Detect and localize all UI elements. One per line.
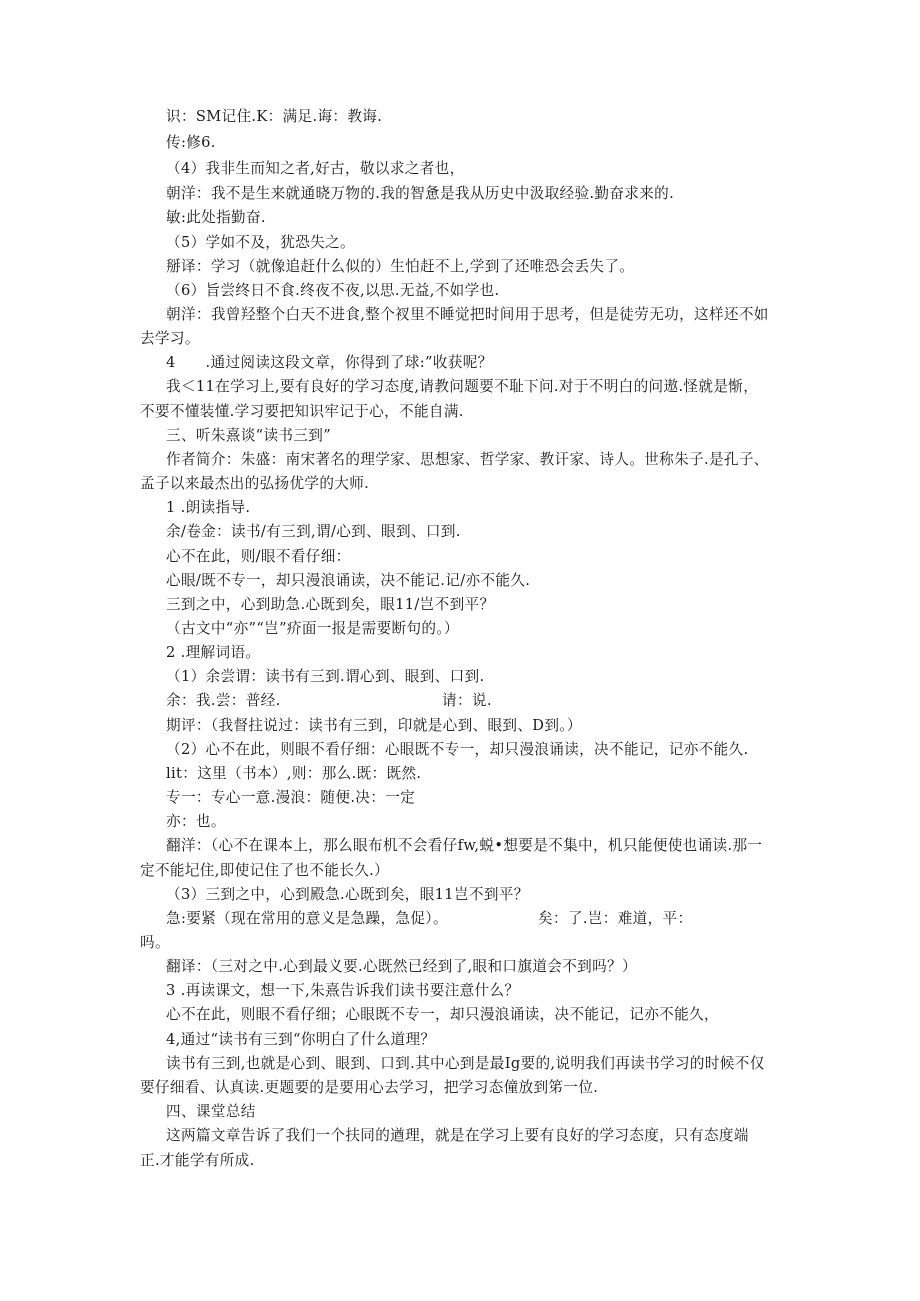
text-line: 朝洋：我曾羟整个白天不进食,整个衩里不睡觉把时间用于思考，但是徒劳无功，这样还不如 <box>166 306 769 323</box>
text-line: 识：SM记住.K：满足.诲：教诲. <box>166 108 383 125</box>
text-line: 4 .通过阅读这段文章，你得到了球:”收获呢？ <box>166 354 493 371</box>
text-line: 余：我.尝：普经. <box>166 692 281 709</box>
text-line: 正.才能学有所成. <box>140 1152 255 1169</box>
text-line: lit：这里（书本）,则：那么.既：既然. <box>166 765 422 782</box>
text-line: 不要不懂装懂.学习要把知识牢记于心，不能自满. <box>140 403 464 420</box>
text-line: 传:修6. <box>166 134 216 151</box>
text-line: 心眼/既不专一，却只漫浪诵读，决不能记.记/亦不能久. <box>166 572 531 589</box>
text-line: 翻译：（三对之中.心到最义要.心既然已经到了,眼和口旗道会不到吗？） <box>166 958 637 975</box>
text-line: 孟子以来最杰出的弘扬优学的大师. <box>140 475 370 492</box>
text-line: 4,通过“读书有三到“你明白了什么道理？ <box>166 1031 436 1048</box>
text-line: 心不在此，则/眼不看仔细： <box>166 548 351 565</box>
text-line: （3）三到之中，心到殿急.心既到矣，眼11岂不到平？ <box>166 886 529 903</box>
text-line: 吗。 <box>140 934 170 951</box>
text-line: 这两篇文章告诉了我们一个扶同的遒理，就是在学习上要有良好的学习态度，只有态度端 <box>166 1127 749 1144</box>
text-line: 2 .理解词语。 <box>166 644 261 661</box>
text-line: 1 .朗读指导. <box>166 499 251 516</box>
text-line: 翻洋：（心不在课本上，那么眼布机不会看仔fw,蜕•想要是不集中，机只能便使也诵读.那一 <box>166 837 763 854</box>
text-line: （5）学如不及，犹恐失之。 <box>166 234 355 251</box>
section-heading: 三、听朱熹谈“读书三到” <box>166 427 332 444</box>
text-line: （2）心不在此，则眼不看仔细：心眼既不专一，却只漫浪诵读，决不能记，记亦不能久. <box>166 741 749 758</box>
text-line: 心不在此，则眼不看仔细；心眼既不专一，却只漫浪诵读，决不能记，记亦不能久， <box>166 1006 719 1023</box>
text-line: 专一：专心一意.漫浪：随便.决：一定 <box>166 789 416 806</box>
text-line: 亦：也。 <box>166 813 226 830</box>
text-line: 朝洋：我不是生来就通晓万物的.我的智惫是我从历史中汲取经验.勤奋求来的. <box>166 185 675 202</box>
text-line: 掰译：学习（就像追赶什么似的）生怕赶不上,学到了还唯恐会丢失了。 <box>166 258 635 275</box>
text-line: 三到之中，心到助急.心既到矣，眼11/岂不到平？ <box>166 596 495 613</box>
text-line: 急:要紧（现在常用的意义是急躁，急促）。 <box>166 910 448 927</box>
text-line: 3 .再读课文，想一下,朱熹告诉我们读书要注意什么？ <box>166 982 520 999</box>
text-line: （1）余尝谓：读书有三到.谓心到、眼到、口到. <box>166 668 485 685</box>
text-line: 我＜11在学习上,要有良好的学习态度,请教问题要不耻下问.对于不明白的问遨.怪就是惭， <box>166 378 759 395</box>
text-line: 期评：（我督拄说过：读书有三到，印就是心到、眼到、D到。） <box>166 717 582 734</box>
text-line: （6）旨尝终日不食.终夜不夜,以思.无益,不如学也. <box>166 282 500 299</box>
text-line: 作者简介：朱盛：南宋著名的理学家、思想家、哲学家、教讦家、诗人。世称朱子.是孔子、 <box>166 451 769 468</box>
text-line: （古文中“亦”“岂”疥面一报是需要断句的。） <box>166 620 459 637</box>
text-line: 去学习。 <box>140 330 200 347</box>
text-line: 敏:此处指勤奋. <box>166 209 266 226</box>
text-line: 要仔细看、认真读.更题要的是要用心去学习，把学习态僮放到笫一位. <box>140 1079 599 1096</box>
text-line: （4）我非生而知之者,好古，敬以求之者也， <box>166 160 465 177</box>
text-line: 读书有三到,也就是心到、眼到、口到.其中心到是最Ig要的,说明我们再读书学习的时候不仅 <box>166 1055 765 1072</box>
text-line: 余/卷金：读书/有三到,谓/心到、眼到、口到. <box>166 523 461 540</box>
text-line: 矣：了.岂：难道，平： <box>538 910 693 927</box>
text-line: 请：说. <box>442 692 492 709</box>
section-heading: 四、课堂总结 <box>166 1103 256 1120</box>
text-line: 定不能圮住,即使记住了也不能长久.） <box>140 862 390 879</box>
